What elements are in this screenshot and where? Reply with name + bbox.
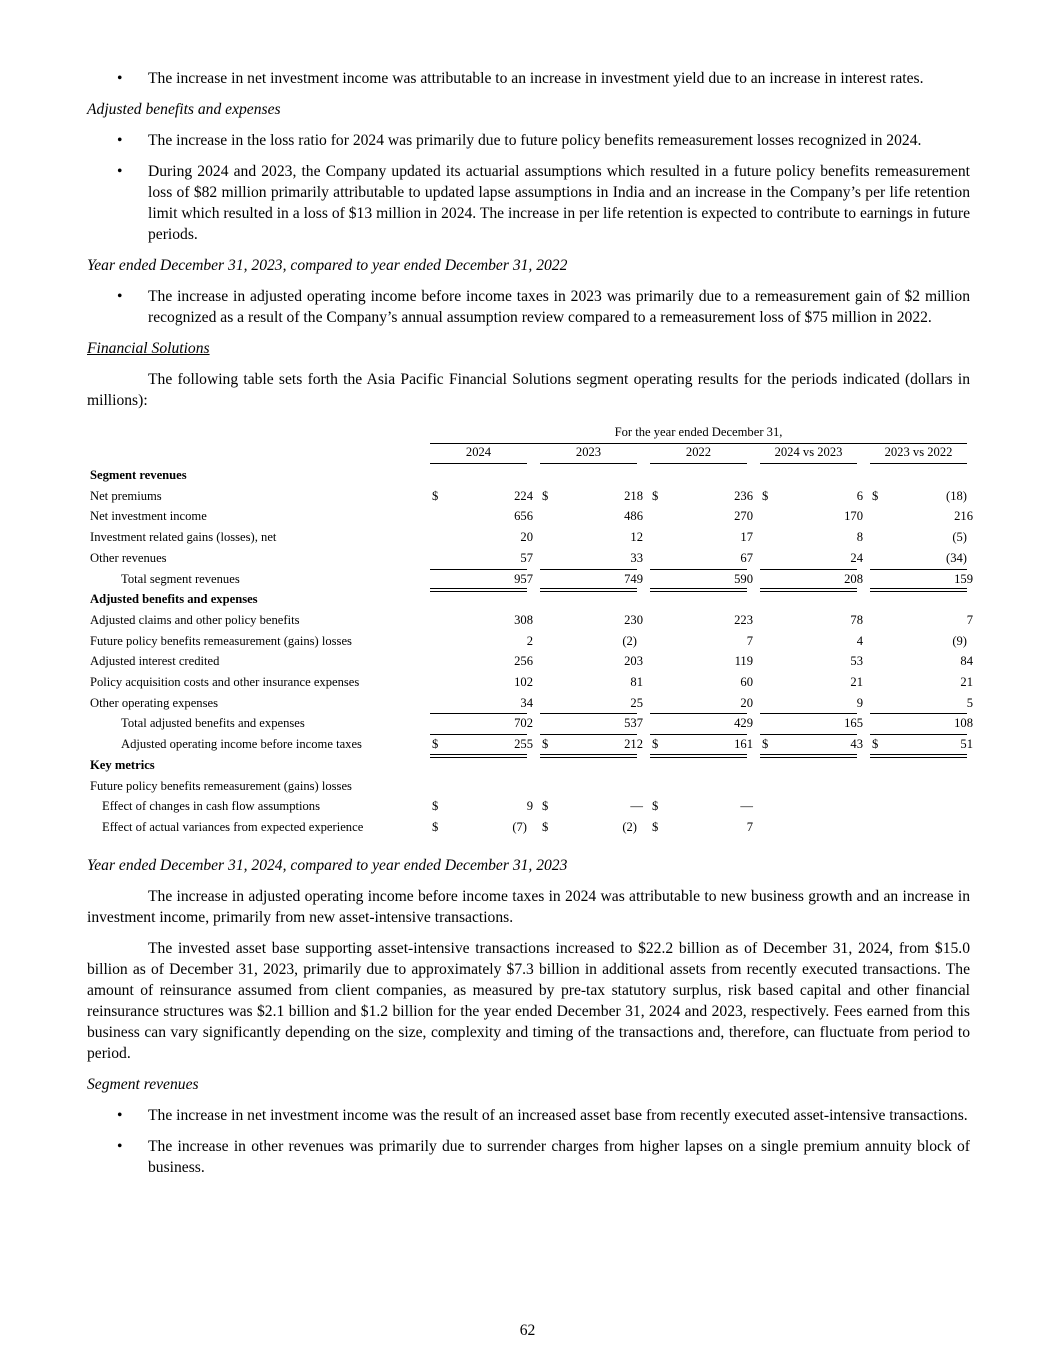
heading-2024-vs-2023: Year ended December 31, 2024, compared to year ended December 31, 2023 [87,857,568,874]
row-label: Other revenues [90,550,167,565]
cell-value: 20 [740,695,753,710]
dollar-sign: $ [652,488,659,503]
column-header-rule [650,463,747,464]
cell-value: 51 [960,737,973,752]
cell-value: 203 [624,654,643,669]
paragraph-operating-income: The increase in adjusted operating income before income taxes in 2024 was attributable to new business growth and an increase in investment income, primarily from new asset-intensive transactions. [87,888,970,926]
cell-value: 33 [630,550,643,565]
cell-value: 108 [954,716,973,731]
cell-value: 6 [856,488,863,503]
cell-value: 212 [624,737,643,752]
table-row [87,569,973,589]
row-label: Net investment income [90,509,207,524]
cell-value: 957 [514,571,533,586]
column-header-rule [760,463,857,464]
cell-value: 165 [844,716,863,731]
bullet-item [87,1105,970,1126]
cell-value: 308 [514,612,533,627]
row-label: Investment related gains (losses), net [90,530,277,545]
row-label: Adjusted interest credited [90,654,220,669]
dollar-sign: $ [542,819,549,834]
bullets-top [87,68,970,89]
cell-value: 17 [740,530,753,545]
bullet-item [87,68,970,89]
dollar-sign: $ [542,799,549,814]
cell-value: 20 [520,530,533,545]
header-rule [430,443,967,444]
cell-value: (2) [622,819,637,834]
cell-value: 161 [734,737,753,752]
cell-value: (7) [512,819,527,834]
table-row [87,548,970,568]
cell-value: 7 [746,819,753,834]
cell-value: 170 [844,509,863,524]
column-header-rule [430,463,527,464]
column-header: 2023 [575,445,602,459]
table-row [87,631,970,651]
bullet-dot: • [117,70,123,87]
cell-value: 81 [630,675,643,689]
cell-value: 5 [966,695,973,710]
column-header: 2024 vs 2023 [774,445,843,459]
dollar-sign: $ [762,737,769,752]
table-row [87,713,973,733]
bullet-text: During 2024 and 2023, the Company updated its actuarial assumptions which resulted in a future policy benefits remeasurement loss of $82 million primarily attributable to updated lapse assumptions in India and an increase in the Company’s per life retention limit which resulted in a loss of $13 million in 2024. The increase in per life retention is expected to contribute to earnings in future periods. [148,163,970,243]
bullet-text: The increase in net investment income was attributable to an increase in investment yield due to an increase in interest rates. [148,70,924,87]
cell-value: 749 [624,571,643,586]
cell-value: 21 [850,675,863,689]
table-row [87,651,973,671]
bullet-text: The increase in net investment income was the result of an increased asset base from recently executed asset-intensive transactions. [148,1107,968,1124]
table-row [87,465,970,485]
row-label: Segment revenues [90,468,187,482]
dollar-sign: $ [432,819,439,834]
table-row [87,817,970,837]
dollar-sign: $ [872,737,879,752]
column-header-rule [870,463,967,464]
table-intro: The following table sets forth the Asia Pacific Financial Solutions segment operating results for the periods indicated (dollars in millions): [87,371,970,409]
heading-adjusted-benefits: Adjusted benefits and expenses [87,101,281,118]
bullet-dot: • [117,288,123,305]
cell-value: 21 [960,675,973,689]
cell-value: 67 [740,550,753,565]
cell-value: 7 [746,633,753,648]
table-row [87,589,970,609]
cell-value: 4 [856,633,863,648]
table-row [87,672,973,692]
cell-value: 57 [520,550,533,565]
row-label: Total segment revenues [121,571,240,586]
column-header-rule [540,463,637,464]
cell-value: 119 [734,654,753,669]
table-super-header: For the year ended December 31, [614,425,783,439]
cell-value: 230 [624,612,643,627]
cell-value: 53 [850,654,863,669]
dollar-sign: $ [652,819,659,834]
cell-value: 486 [624,509,643,524]
cell-value: — [630,799,643,814]
bullet-dot: • [117,132,123,149]
table-row [87,755,970,775]
bullet-text: The increase in adjusted operating income before income taxes in 2023 was primarily due to a remeasurement gain of $2 million recognized as a result of the Company’s annual assumption review compared to a remeasurement loss of $75 million in 2022. [148,288,970,326]
dollar-sign: $ [432,737,439,752]
heading-segment-revenues: Segment revenues [87,1076,199,1093]
dollar-sign: $ [432,488,439,503]
cell-value: (2) [622,633,637,648]
document-page [87,68,973,1188]
column-header: 2022 [685,445,712,459]
cell-value: 7 [966,612,973,627]
cell-value: 270 [734,509,753,524]
cell-value: 656 [514,509,533,524]
cell-value: 537 [624,716,643,731]
dollar-sign: $ [872,488,879,503]
cell-value: 702 [514,716,533,731]
bullet-item [87,1136,970,1178]
row-label: Policy acquisition costs and other insurance expenses [90,675,360,689]
paragraph-invested-assets: The invested asset base supporting asset-intensive transactions increased to $22.2 billion as of December 31, 2024, from $15.0 billion as of December 31, 2023, primarily due to approximately $7.3 billion in additional assets from recently executed transactions. The amount of reinsurance assumed from client companies, as measured by pre-tax statutory surplus, risk based capital and other financial reinsurance structures was $2.1 billion and $1.2 billion for the year ended December 31, 2024 and 2023, respectively. Fees earned from this business can vary significantly depending on the size, complexity and timing of the transactions and, therefore, can fluctuate from period to period. [87,940,970,1062]
column-header: 2024 [465,445,492,459]
cell-value: 78 [850,612,863,627]
cell-value: 159 [954,571,973,586]
cell-value: 224 [514,488,533,503]
cell-value: 9 [526,799,533,814]
cell-value: 216 [954,509,973,524]
cell-value: 429 [734,716,753,731]
bullets-adjusted-benefits [87,130,970,245]
row-label: Effect of changes in cash flow assumptions [102,799,321,814]
dollar-sign: $ [652,737,659,752]
dollar-sign: $ [542,488,549,503]
bullet-text: The increase in the loss ratio for 2024 was primarily due to future policy benefits remeasurement losses recognized in 2024. [148,132,922,149]
dollar-sign: $ [762,488,769,503]
cell-value: 60 [740,675,753,689]
bullets-2023 [87,286,970,328]
row-label: Net premiums [90,488,162,503]
row-label: Other operating expenses [90,695,218,710]
bullet-text: The increase in other revenues was primarily due to surrender charges from higher lapses on a single premium annuity block of business. [148,1138,970,1176]
table-row [87,486,970,506]
column-header: 2023 vs 2022 [884,445,953,459]
page-number: 62 [519,1322,536,1339]
table-row [87,734,973,754]
heading-2023-vs-2022: Year ended December 31, 2023, compared to year ended December 31, 2022 [87,257,568,274]
row-label: Key metrics [90,757,155,772]
table-row [87,506,973,526]
cell-value: 102 [514,675,533,689]
cell-value: 2 [526,633,533,648]
bullet-dot: • [117,1138,123,1155]
cell-value: 223 [734,612,753,627]
cell-value: 208 [844,571,863,586]
table-row [87,796,970,816]
bullet-dot: • [117,163,123,180]
cell-value: 236 [734,488,753,503]
cell-value: 12 [630,530,643,545]
cell-value: 24 [850,550,863,565]
bullet-dot: • [117,1107,123,1124]
financial-solutions-table [87,425,973,839]
row-label: Total adjusted benefits and expenses [121,716,305,731]
dollar-sign: $ [652,799,659,814]
cell-value: (18) [946,488,967,503]
cell-value: 34 [520,695,533,710]
cell-value: 255 [514,737,533,752]
cell-value: 8 [856,530,863,545]
cell-value: 9 [856,695,863,710]
row-label: Adjusted benefits and expenses [90,592,258,607]
cell-value: — [740,799,753,814]
cell-value: 25 [630,695,643,710]
section-title-financial-solutions: Financial Solutions [87,340,210,357]
cell-value: 256 [514,654,533,669]
dollar-sign: $ [432,799,439,814]
bullet-item [87,161,970,245]
row-label: Effect of actual variances from expected experience [102,819,364,834]
dollar-sign: $ [542,737,549,752]
row-label: Adjusted claims and other policy benefits [90,612,300,627]
cell-value: (5) [952,530,967,545]
cell-value: 218 [624,488,643,503]
bullet-item [87,286,970,328]
cell-value: (34) [946,550,967,565]
cell-value: (9) [952,633,967,648]
bullets-segment-revenues [87,1105,970,1178]
row-label: Adjusted operating income before income taxes [121,737,362,752]
cell-value: 590 [734,571,753,586]
table-row [87,527,970,547]
table-row [87,776,970,796]
table-row [87,693,973,713]
cell-value: 84 [960,654,973,669]
table-row [87,610,973,630]
row-label: Future policy benefits remeasurement (gains) losses [90,778,352,793]
bullet-item [87,130,970,151]
row-label: Future policy benefits remeasurement (gains) losses [90,633,352,648]
cell-value: 43 [850,737,863,752]
